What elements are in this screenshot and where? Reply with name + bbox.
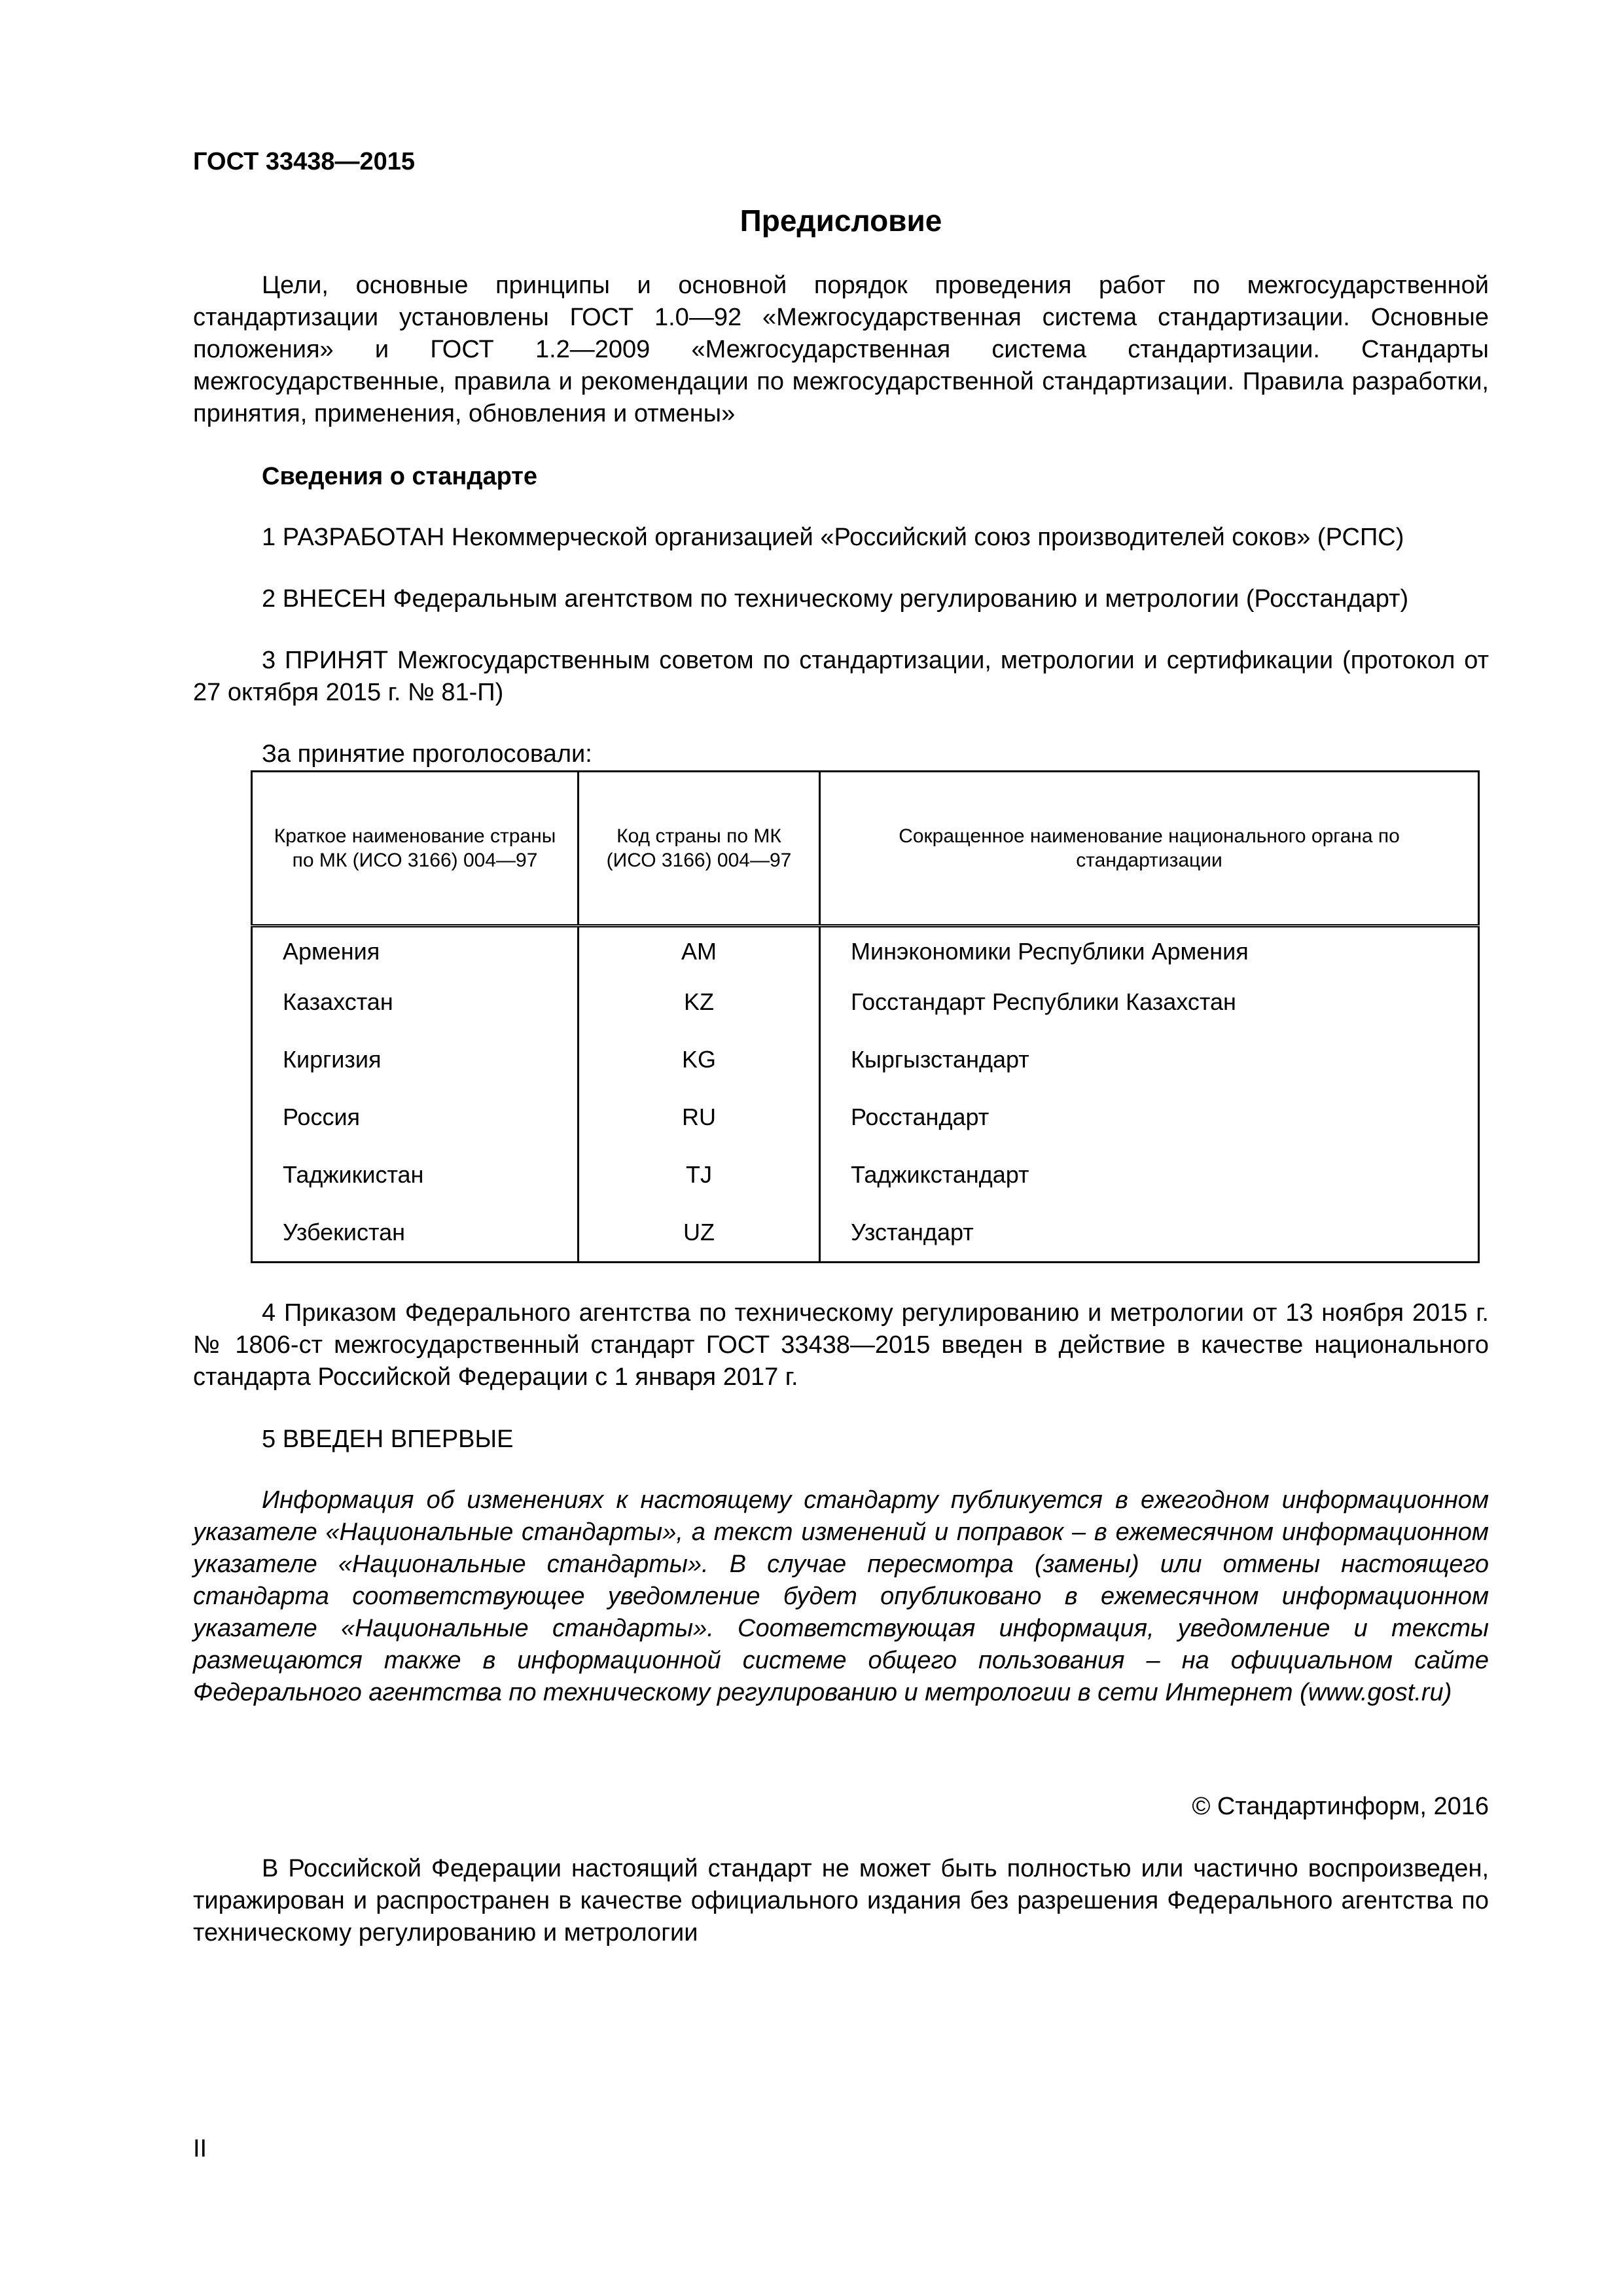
country-name: Таджикистан — [252, 1146, 579, 1204]
country-code: TJ — [579, 1146, 820, 1204]
country-name: Россия — [252, 1088, 579, 1146]
table-row — [252, 1031, 1479, 1088]
table-header-row — [252, 772, 1479, 926]
country-code: AM — [579, 926, 820, 974]
national-body: Кыргызстандарт — [851, 1046, 1029, 1073]
country-name: Армения — [252, 926, 579, 974]
item-2-submitted: 2 ВНЕСЕН Федеральным агентством по техническому регулированию и метрологии (Росстандарт) — [262, 585, 1409, 613]
table-row — [252, 1088, 1479, 1146]
section-heading: Сведения о стандарте — [262, 463, 538, 490]
national-body: Росстандарт — [851, 1103, 990, 1130]
document-code: ГОСТ 33438—2015 — [193, 148, 416, 175]
page-title: Предисловие — [740, 204, 942, 238]
country-name: Казахстан — [252, 973, 579, 1031]
country-name: Узбекистан — [252, 1204, 579, 1263]
national-body: Таджикстандарт — [851, 1161, 1029, 1188]
table-row — [252, 973, 1479, 1031]
item-5-introduced: 5 ВВЕДЕН ВПЕРВЫЕ — [262, 1426, 514, 1453]
amendments-info-note: Информация об изменениях к настоящему стандарту публикуется в ежегодном информационном указателе «Национальные стандарты», а текст изменений и поправок – в ежемесячном информационном указателе «Национальные стандарты». В случае пересмотра (замены) или отмены настоящего стандарта соответствующее уведомление будет опубликовано в ежемесячном информационном указателе «Национальные стандарты». Соответствующая информация, уведомление и тексты размещаются также в информационной системе общего пользования – на официальном сайте Федерального агентства по техническому регулированию и метрологии в сети Интернет (www.gost.ru) — [193, 1486, 1489, 1706]
country-code: RU — [579, 1088, 820, 1146]
page-number: II — [193, 2135, 207, 2162]
copyright-line: © Стандартинформ, 2016 — [1192, 1793, 1489, 1820]
vote-intro: За принятие проголосовали: — [262, 740, 592, 768]
country-code: KG — [579, 1031, 820, 1088]
document-page — [193, 149, 1489, 1949]
voting-table — [251, 770, 1480, 1263]
national-body: Узстандарт — [851, 1219, 974, 1246]
national-body: Госстандарт Республики Казахстан — [851, 988, 1236, 1015]
item-4-order: 4 Приказом Федерального агентства по техническому регулированию и метрологии от 13 ноября 2015 г. № 1806-ст межгосударственный стандарт ГОСТ 33438—2015 введен в действие в качестве национального стандарта Российской Федерации с 1 января 2017 г. — [193, 1299, 1489, 1391]
intro-paragraph: Цели, основные принципы и основной порядок проведения работ по межгосударственной стандартизации установлены ГОСТ 1.0—92 «Межгосударственная система стандартизации. Основные положения» и ГОСТ 1.2—2009 «Межгосударственная система стандартизации. Стандарты межгосударственные, правила и рекомендации по межгосударственной стандартизации. Правила разработки, принятия, применения, обновления и отмены» — [193, 272, 1489, 427]
national-body: Минэкономики Республики Армения — [851, 938, 1249, 965]
country-code: UZ — [579, 1204, 820, 1263]
item-3-adopted: 3 ПРИНЯТ Межгосударственным советом по стандартизации, метрологии и сертификации (протокол от 27 октября 2015 г. № 81-П) — [193, 647, 1489, 706]
item-1-developed: 1 РАЗРАБОТАН Некоммерческой организацией «Российский союз производителей соков» (РСПС) — [262, 524, 1404, 551]
header-country-name: Краткое наименование страны по МК (ИСО 3166) 004—97 — [252, 772, 579, 926]
table-row — [252, 1204, 1479, 1263]
header-country-code: Код страны по МК (ИСО 3166) 004—97 — [579, 772, 820, 926]
country-code: KZ — [579, 973, 820, 1031]
reproduction-notice: В Российской Федерации настоящий стандарт не может быть полностью или частично воспроизведен, тиражирован и распространен в качестве официального издания без разрешения Федерального агентства по техническому регулированию и метрологии — [193, 1855, 1489, 1946]
table-row — [252, 1146, 1479, 1204]
table-row — [252, 926, 1479, 974]
header-national-body: Сокращенное наименование национального органа по стандартизации — [820, 772, 1479, 926]
country-name: Киргизия — [252, 1031, 579, 1088]
